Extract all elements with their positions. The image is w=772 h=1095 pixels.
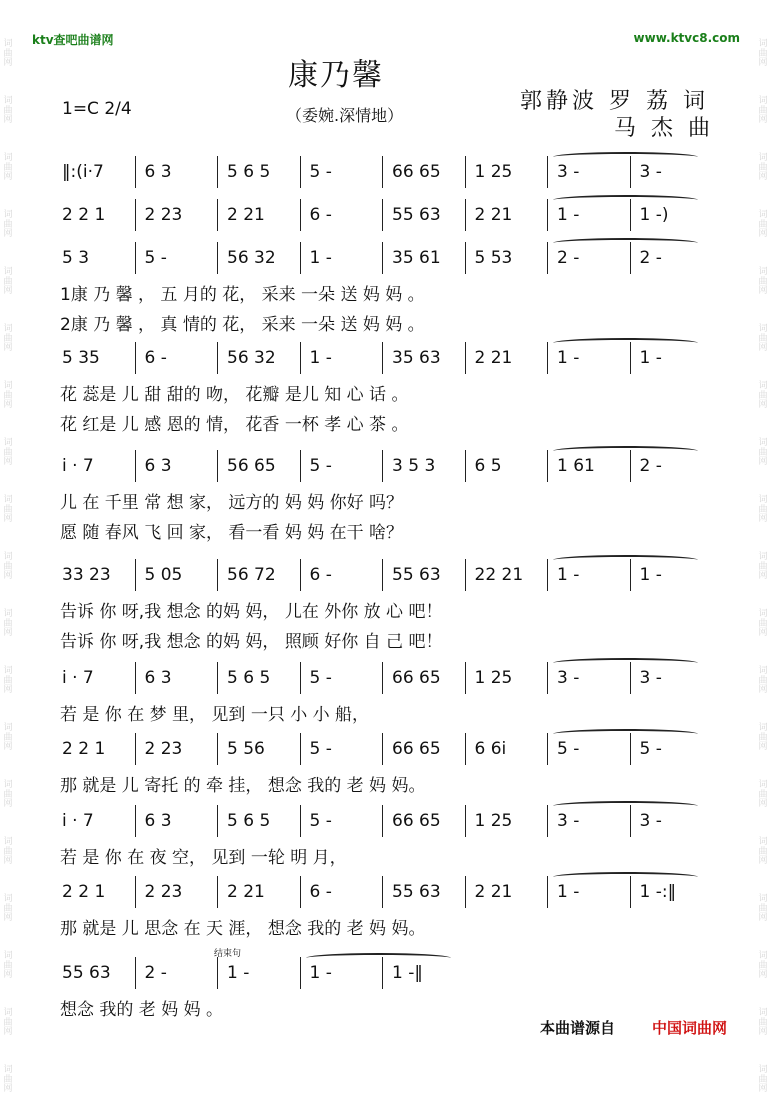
measure: 3 - bbox=[557, 811, 580, 831]
barline bbox=[135, 199, 136, 231]
measure: 33 23 bbox=[62, 565, 111, 585]
lyric-text: 告诉 你 呀,我 想念 的妈 妈， 儿在 外你 放 心 吧！ bbox=[60, 602, 443, 622]
tie-arc bbox=[553, 152, 698, 162]
lyric-line bbox=[50, 771, 730, 797]
measure: 3 5 3 bbox=[392, 456, 436, 476]
barline bbox=[300, 156, 301, 188]
score-line bbox=[50, 957, 720, 993]
measure: 66 65 bbox=[392, 811, 441, 831]
lyric-line bbox=[50, 310, 730, 336]
barline bbox=[382, 805, 383, 837]
barline bbox=[382, 733, 383, 765]
watermark-left: 词 曲 网 词 曲 网 词 曲 网 词 曲 网 词 曲 网 词 曲 网 词 曲 网 词 曲 网 词 曲 网 词 曲 网 词 曲 网 词 曲 网 词 曲 网 词 曲 网 词 曲 网 词 曲 网 词 曲 网 词 曲 网 词 曲 网 bbox=[3, 39, 13, 1094]
measure: ‖:(i·7 bbox=[62, 162, 104, 182]
barline bbox=[217, 156, 218, 188]
tie-arc bbox=[553, 338, 698, 348]
barline bbox=[217, 957, 218, 989]
measure: 2 2 1 bbox=[62, 739, 106, 759]
barline bbox=[217, 733, 218, 765]
measure: 1 - bbox=[557, 882, 580, 902]
measure: 2 21 bbox=[474, 205, 513, 225]
lyric-text: 花 蕊是 儿 甜 甜的 吻， 花瓣 是儿 知 心 话 。 bbox=[60, 385, 409, 405]
barline bbox=[382, 342, 383, 374]
measure: 1 - bbox=[639, 348, 662, 368]
measure: 1 25 bbox=[474, 162, 513, 182]
lyric-text: 那 就是 儿 寄托 的 牵 挂， 想念 我的 老 妈 妈。 bbox=[60, 776, 426, 796]
measure: 1 - bbox=[309, 248, 332, 268]
barline bbox=[382, 242, 383, 274]
barline bbox=[217, 559, 218, 591]
measure: 2 - bbox=[639, 248, 662, 268]
measure: 2 21 bbox=[474, 882, 513, 902]
measure: 1 -‖ bbox=[392, 963, 423, 983]
barline bbox=[300, 450, 301, 482]
lyric-line bbox=[50, 280, 730, 306]
measure: i · 7 bbox=[62, 811, 94, 831]
tie-arc bbox=[553, 446, 698, 456]
measure: 3 - bbox=[639, 668, 662, 688]
measure: 6 3 bbox=[144, 811, 172, 831]
measure: 55 63 bbox=[62, 963, 111, 983]
barline bbox=[465, 199, 466, 231]
measure: 6 - bbox=[309, 882, 332, 902]
lyric-line bbox=[50, 488, 730, 514]
measure: 5 05 bbox=[144, 565, 183, 585]
barline bbox=[382, 199, 383, 231]
tie-arc bbox=[553, 555, 698, 565]
lyric-text: 那 就是 儿 思念 在 天 涯， 想念 我的 老 妈 妈。 bbox=[60, 919, 426, 939]
measure: 56 32 bbox=[227, 348, 276, 368]
score-line bbox=[50, 876, 720, 912]
barline bbox=[135, 876, 136, 908]
measure: 5 - bbox=[309, 456, 332, 476]
measure: 6 - bbox=[309, 565, 332, 585]
barline bbox=[547, 342, 548, 374]
measure: 2 2 1 bbox=[62, 882, 106, 902]
measure: 6 5 bbox=[474, 456, 502, 476]
barline bbox=[382, 876, 383, 908]
barline bbox=[465, 805, 466, 837]
score-line bbox=[50, 450, 720, 486]
barline bbox=[465, 559, 466, 591]
measure: 1 61 bbox=[557, 456, 595, 476]
barline bbox=[217, 242, 218, 274]
barline bbox=[547, 450, 548, 482]
barline bbox=[465, 156, 466, 188]
measure: 5 53 bbox=[474, 248, 513, 268]
barline bbox=[135, 342, 136, 374]
song-subtitle: （委婉.深情地） bbox=[286, 106, 404, 125]
measure: 5 - bbox=[557, 739, 580, 759]
measure: 2 23 bbox=[144, 739, 183, 759]
measure: 5 - bbox=[309, 811, 332, 831]
measure: 55 63 bbox=[392, 882, 441, 902]
barline bbox=[300, 957, 301, 989]
lyric-line bbox=[50, 518, 730, 544]
measure: 2 - bbox=[144, 963, 167, 983]
barline bbox=[135, 957, 136, 989]
score-line bbox=[50, 559, 720, 595]
measure: 1 - bbox=[639, 565, 662, 585]
barline bbox=[547, 199, 548, 231]
watermark-right: 词 曲 网 词 曲 网 词 曲 网 词 曲 网 词 曲 网 词 曲 网 词 曲 网 词 曲 网 词 曲 网 词 曲 网 词 曲 网 词 曲 网 词 曲 网 词 曲 网 词 曲 网 词 曲 网 词 曲 网 词 曲 网 词 曲 网 bbox=[758, 39, 768, 1094]
barline bbox=[135, 156, 136, 188]
tie-arc bbox=[553, 238, 698, 248]
barline bbox=[217, 450, 218, 482]
measure: 1 - bbox=[227, 963, 250, 983]
score-line bbox=[50, 342, 720, 378]
barline bbox=[465, 733, 466, 765]
tie-arc bbox=[553, 872, 698, 882]
barline bbox=[300, 199, 301, 231]
barline bbox=[547, 733, 548, 765]
barline bbox=[300, 805, 301, 837]
measure: 3 - bbox=[639, 811, 662, 831]
source-label: 本曲谱源自 bbox=[540, 1019, 616, 1037]
barline bbox=[217, 876, 218, 908]
barline bbox=[300, 242, 301, 274]
barline bbox=[217, 662, 218, 694]
lyric-line bbox=[50, 843, 730, 869]
measure: 6 3 bbox=[144, 162, 172, 182]
measure: 55 63 bbox=[392, 565, 441, 585]
key-signature: 1=C 2/4 bbox=[62, 99, 132, 119]
lyric-text: 告诉 你 呀,我 想念 的妈 妈， 照顾 好你 自 己 吧！ bbox=[60, 632, 443, 652]
measure: 35 63 bbox=[392, 348, 441, 368]
barline bbox=[465, 662, 466, 694]
measure: 6 - bbox=[309, 205, 332, 225]
measure: 1 -:‖ bbox=[639, 882, 677, 902]
measure: 1 - bbox=[309, 963, 332, 983]
composer-credit: 马 杰 曲 bbox=[614, 116, 714, 141]
score-line bbox=[50, 805, 720, 841]
measure: 3 - bbox=[557, 668, 580, 688]
measure: 1 25 bbox=[474, 668, 513, 688]
measure: 5 56 bbox=[227, 739, 265, 759]
barline bbox=[382, 450, 383, 482]
measure: 5 - bbox=[309, 162, 332, 182]
measure: 5 6 5 bbox=[227, 811, 271, 831]
lyric-line bbox=[50, 627, 730, 653]
tie-arc bbox=[553, 801, 698, 811]
barline bbox=[547, 662, 548, 694]
score-line bbox=[50, 662, 720, 698]
barline bbox=[217, 199, 218, 231]
measure: 22 21 bbox=[474, 565, 524, 585]
score-line bbox=[50, 733, 720, 769]
lyric-line bbox=[50, 995, 730, 1021]
measure: 2 - bbox=[557, 248, 580, 268]
lyric-line bbox=[50, 597, 730, 623]
barline bbox=[135, 242, 136, 274]
site-label-right[interactable]: www.ktvc8.com bbox=[633, 31, 740, 45]
measure: 56 72 bbox=[227, 565, 276, 585]
measure: 55 63 bbox=[392, 205, 441, 225]
measure: 1 - bbox=[557, 348, 580, 368]
barline bbox=[300, 876, 301, 908]
measure: 56 32 bbox=[227, 248, 276, 268]
lyric-text: 若 是 你 在 夜 空， 见到 一轮 明 月， bbox=[60, 848, 347, 868]
barline bbox=[547, 242, 548, 274]
barline bbox=[135, 450, 136, 482]
lyricist-credit: 郭静波 罗 荔 词 bbox=[520, 89, 709, 114]
lyric-text: 愿 随 春风 飞 回 家， 看一看 妈 妈 在干 啥？ bbox=[60, 523, 404, 543]
barline bbox=[300, 662, 301, 694]
measure: 56 65 bbox=[227, 456, 276, 476]
tie-arc bbox=[553, 195, 698, 205]
score-line bbox=[50, 242, 720, 278]
lyric-text: 儿 在 千里 常 想 家， 远方的 妈 妈 你好 吗？ bbox=[60, 493, 404, 513]
barline bbox=[547, 805, 548, 837]
barline bbox=[465, 242, 466, 274]
measure: 1 25 bbox=[474, 811, 513, 831]
measure: 5 3 bbox=[62, 248, 90, 268]
measure: 6 3 bbox=[144, 668, 172, 688]
measure: 6 3 bbox=[144, 456, 172, 476]
measure: 5 35 bbox=[62, 348, 100, 368]
measure: 2 - bbox=[639, 456, 662, 476]
source-site[interactable]: 中国词曲网 bbox=[652, 1019, 728, 1037]
lyric-text: 2康 乃 馨 ， 真 情的 花， 采来 一朵 送 妈 妈 。 bbox=[60, 315, 425, 335]
measure: 66 65 bbox=[392, 739, 441, 759]
barline bbox=[382, 662, 383, 694]
lyric-text: 若 是 你 在 梦 里， 见到 一只 小 小 船， bbox=[60, 705, 370, 725]
measure: 1 - bbox=[557, 565, 580, 585]
lyric-line bbox=[50, 914, 730, 940]
barline bbox=[465, 876, 466, 908]
lyric-text: 1康 乃 馨 ， 五 月的 花， 采来 一朵 送 妈 妈 。 bbox=[60, 285, 425, 305]
measure: 6 6i bbox=[474, 739, 507, 759]
measure: 3 - bbox=[639, 162, 662, 182]
barline bbox=[217, 342, 218, 374]
measure: 66 65 bbox=[392, 162, 441, 182]
barline bbox=[135, 559, 136, 591]
measure: 2 21 bbox=[227, 205, 265, 225]
barline bbox=[300, 342, 301, 374]
measure: 5 6 5 bbox=[227, 668, 271, 688]
tie-arc bbox=[306, 953, 451, 963]
measure: 1 - bbox=[557, 205, 580, 225]
measure: 6 - bbox=[144, 348, 167, 368]
barline bbox=[135, 662, 136, 694]
measure: 5 6 5 bbox=[227, 162, 271, 182]
site-label-left[interactable]: ktv查吧曲谱网 bbox=[32, 33, 114, 47]
barline bbox=[382, 156, 383, 188]
barline bbox=[382, 559, 383, 591]
barline bbox=[465, 342, 466, 374]
lyric-text: 花 红是 儿 感 恩的 情， 花香 一杯 孝 心 茶 。 bbox=[60, 415, 409, 435]
measure: 35 61 bbox=[392, 248, 441, 268]
barline bbox=[217, 805, 218, 837]
lyric-line bbox=[50, 410, 730, 436]
song-title: 康乃馨 bbox=[288, 58, 384, 93]
measure: 66 65 bbox=[392, 668, 441, 688]
ending-label: 结束句 bbox=[214, 949, 242, 959]
barline bbox=[465, 450, 466, 482]
barline bbox=[547, 876, 548, 908]
measure: 1 - bbox=[309, 348, 332, 368]
measure: 2 21 bbox=[227, 882, 265, 902]
measure: 2 2 1 bbox=[62, 205, 106, 225]
measure: 2 23 bbox=[144, 205, 183, 225]
measure: 5 - bbox=[309, 668, 332, 688]
measure: i · 7 bbox=[62, 668, 94, 688]
measure: 5 - bbox=[144, 248, 167, 268]
measure: 2 21 bbox=[474, 348, 513, 368]
measure: 3 - bbox=[557, 162, 580, 182]
measure: 1 -) bbox=[639, 205, 669, 225]
barline bbox=[547, 156, 548, 188]
measure: i · 7 bbox=[62, 456, 94, 476]
tie-arc bbox=[553, 729, 698, 739]
score-line bbox=[50, 156, 720, 192]
measure: 5 - bbox=[639, 739, 662, 759]
barline bbox=[547, 559, 548, 591]
barline bbox=[300, 559, 301, 591]
measure: 5 - bbox=[309, 739, 332, 759]
lyric-line bbox=[50, 700, 730, 726]
measure: 2 23 bbox=[144, 882, 183, 902]
lyric-line bbox=[50, 380, 730, 406]
barline bbox=[135, 733, 136, 765]
barline bbox=[300, 733, 301, 765]
lyric-text: 想念 我的 老 妈 妈 。 bbox=[60, 1000, 224, 1020]
barline bbox=[135, 805, 136, 837]
score-line bbox=[50, 199, 720, 235]
tie-arc bbox=[553, 658, 698, 668]
